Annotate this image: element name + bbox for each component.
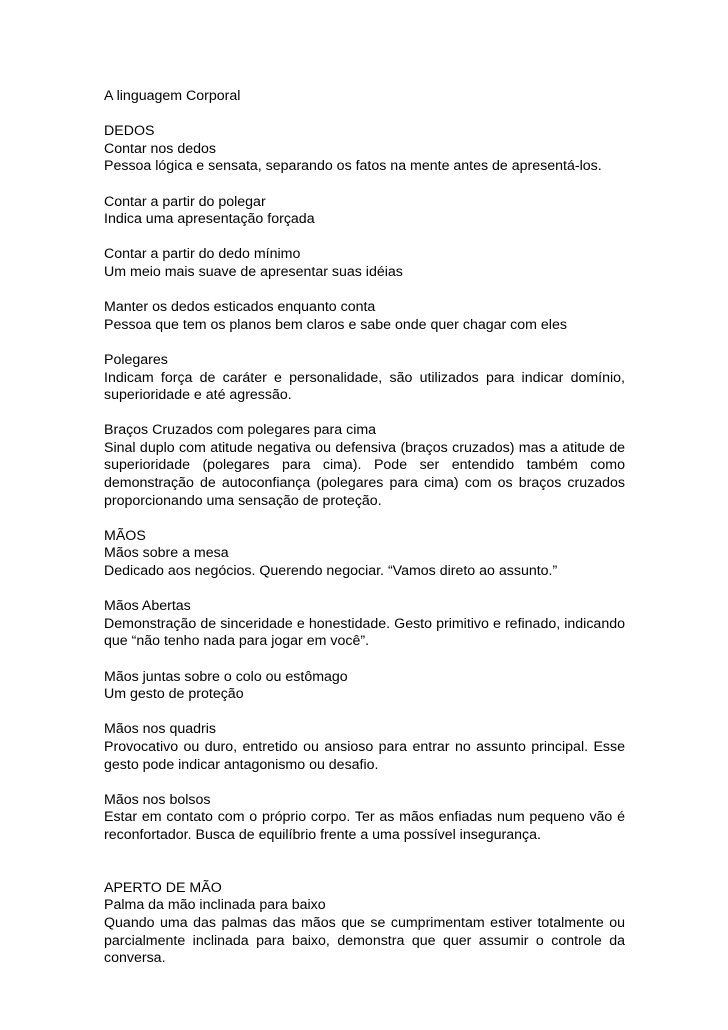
- item-subtitle: Contar nos dedos: [104, 140, 216, 157]
- section-aperto-de-mao: [104, 880, 625, 968]
- maos-item-3: [104, 669, 625, 704]
- item-text: Pessoa que tem os planos bem claros e sabe onde quer chagar com eles: [104, 316, 567, 333]
- item-subtitle: Mãos nos bolsos: [104, 791, 211, 808]
- aperto-item-1: [104, 880, 625, 968]
- item-text: Quando uma das palmas das mãos que se cumprimentam estiver totalmente ou parcialmente inclinada para baixo, demonstra que quer assumir o controle da conversa.: [104, 914, 625, 967]
- item-text: Demonstração de sinceridade e honestidade. Gesto primitivo e refinado, indicando que “não tenho nada para jogar em você”.: [104, 615, 625, 650]
- item-subtitle: Braços Cruzados com polegares para cima: [104, 422, 377, 439]
- item-text: Dedicado aos negócios. Querendo negociar. “Vamos direto ao assunto.”: [104, 563, 558, 580]
- item-subtitle: Mãos nos quadris: [104, 721, 216, 738]
- item-text: Pessoa lógica e sensata, separando os fatos na mente antes de apresentá-los.: [104, 158, 602, 175]
- maos-item-5: [104, 792, 625, 845]
- item-subtitle: Palma da mão inclinada para baixo: [104, 897, 326, 914]
- document-page: [104, 88, 625, 985]
- section-heading-maos: MÃOS: [104, 527, 146, 544]
- maos-item-2: [104, 598, 625, 651]
- maos-item-1: [104, 528, 625, 581]
- item-text: Sinal duplo com atitude negativa ou defensiva (braços cruzados) mas a atitude de superioridade (polegares para cima). Pode ser entendido também como demonstração de autoconfiança (polegares para cima) com os braços cruzados proporcionando uma sensação de proteção.: [104, 439, 625, 509]
- dedos-item-3: [104, 246, 625, 281]
- item-text: Um gesto de proteção: [104, 686, 244, 703]
- maos-item-4: [104, 721, 625, 774]
- dedos-item-5: [104, 352, 625, 405]
- item-subtitle: Contar a partir do polegar: [104, 193, 266, 210]
- document-title: A linguagem Corporal: [104, 88, 241, 104]
- item-subtitle: Contar a partir do dedo mínimo: [104, 246, 301, 263]
- dedos-item-1: [104, 123, 625, 176]
- item-subtitle: Manter os dedos esticados enquanto conta: [104, 299, 376, 316]
- dedos-item-6: [104, 422, 625, 510]
- dedos-item-2: [104, 194, 625, 229]
- dedos-item-4: [104, 299, 625, 334]
- item-text: Provocativo ou duro, entretido ou ansioso para entrar no assunto principal. Esse gesto pode indicar antagonismo ou desafio.: [104, 738, 625, 773]
- item-text: Indicam força de caráter e personalidade, são utilizados para indicar domínio, superioridade e até agressão.: [104, 369, 625, 404]
- section-heading-aperto-de-mao: APERTO DE MÃO: [104, 879, 222, 896]
- item-text: Estar em contato com o próprio corpo. Ter as mãos enfiadas num pequeno vão é reconfortador. Busca de equilíbrio frente a uma possível insegurança.: [104, 809, 625, 843]
- section-maos: [104, 528, 625, 845]
- section-heading-dedos: DEDOS: [104, 123, 155, 140]
- item-subtitle: Polegares: [104, 351, 168, 368]
- item-text: Indica uma apresentação forçada: [104, 211, 315, 228]
- item-subtitle: Mãos juntas sobre o colo ou estômago: [104, 668, 348, 685]
- section-dedos: [104, 123, 625, 510]
- item-text: Um meio mais suave de apresentar suas idéias: [104, 263, 403, 280]
- item-subtitle: Mãos Abertas: [104, 598, 191, 615]
- item-subtitle: Mãos sobre a mesa: [104, 545, 229, 562]
